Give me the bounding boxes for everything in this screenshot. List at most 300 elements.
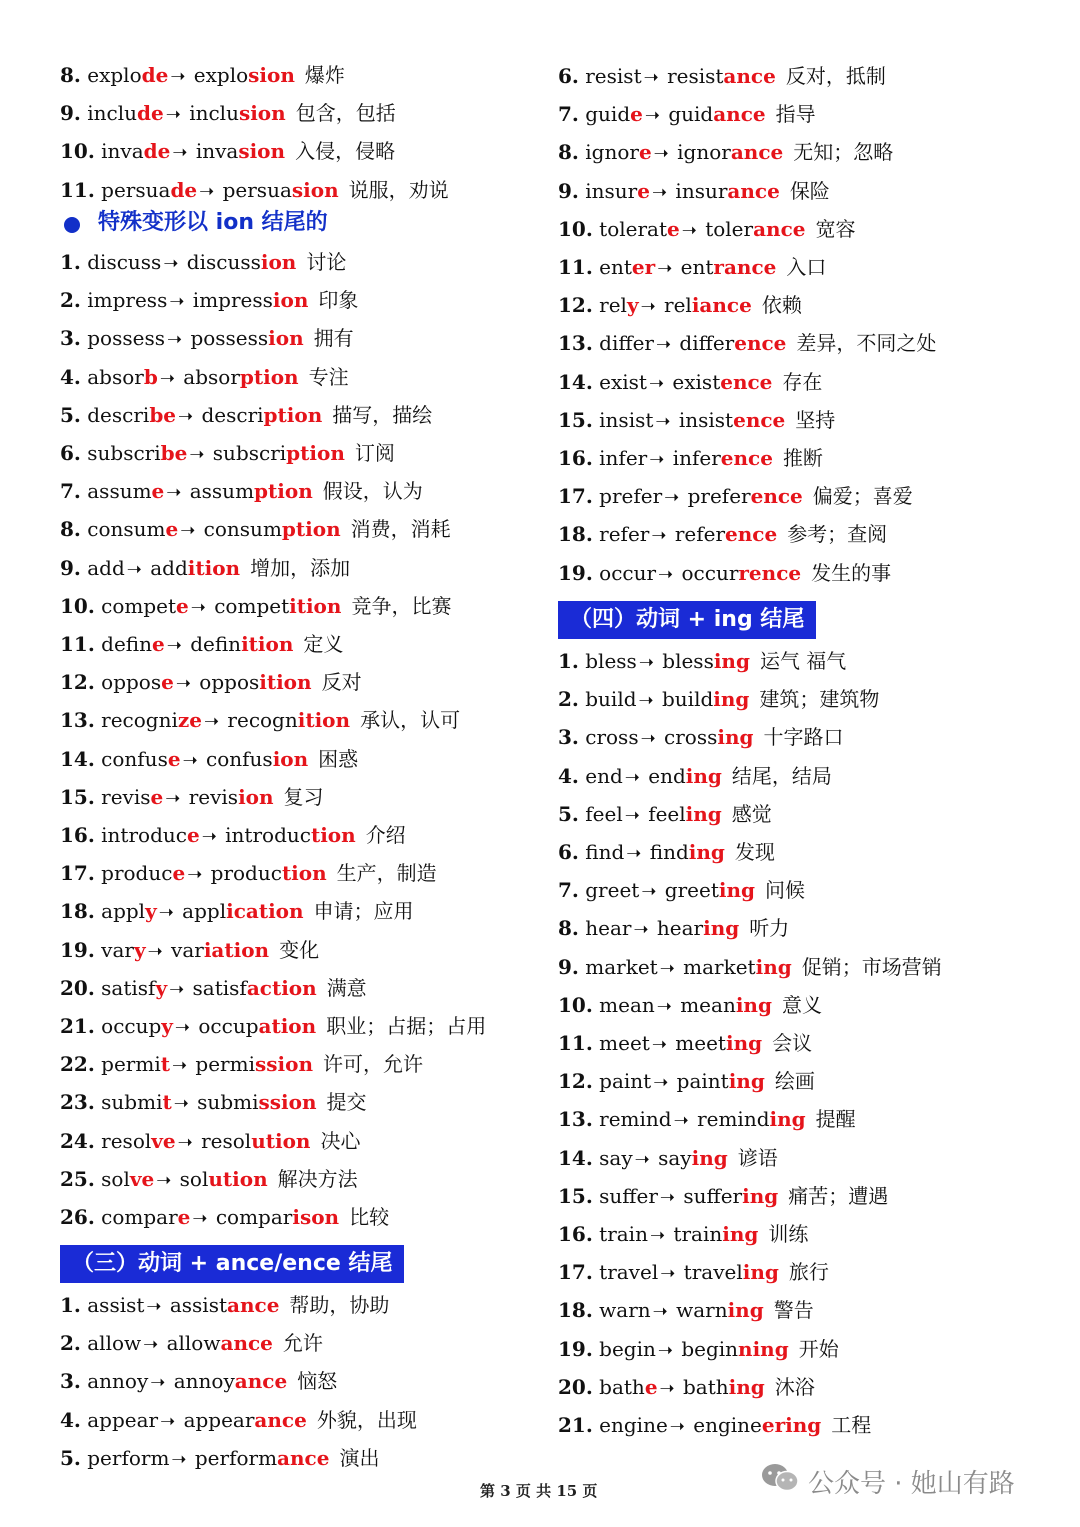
derived-word: toler xyxy=(705,216,754,241)
base-word: permi xyxy=(101,1052,161,1077)
chinese-meaning: 谚语 xyxy=(737,1145,778,1170)
item-number: 20. xyxy=(60,975,95,1000)
arrow-icon: ➝ xyxy=(166,482,182,504)
arrow-icon: ➝ xyxy=(638,690,654,712)
word-row xyxy=(60,56,345,94)
derived-word-suffix: ing xyxy=(688,840,725,864)
word-row xyxy=(558,909,789,947)
word-row xyxy=(60,740,358,778)
base-word: ignor xyxy=(585,140,639,165)
derived-word-suffix: ption xyxy=(286,441,345,465)
base-word-ending: e xyxy=(152,632,165,656)
arrow-icon: ➝ xyxy=(648,372,665,394)
derived-word: inclu xyxy=(189,101,239,126)
base-word: guid xyxy=(585,102,631,127)
derived-word-suffix: ing xyxy=(722,1222,759,1246)
derived-word-suffix: ition xyxy=(259,670,312,695)
item-number: 9. xyxy=(558,178,579,203)
base-word-ending: e xyxy=(667,216,680,241)
item-number: 8. xyxy=(60,517,81,542)
base-word-ending: e xyxy=(630,102,643,127)
chinese-meaning: 感觉 xyxy=(731,801,772,826)
item-number: 18. xyxy=(60,899,95,924)
base-word-ending: e xyxy=(644,1374,658,1399)
arrow-icon: ➝ xyxy=(649,1225,666,1246)
arrow-icon: ➝ xyxy=(158,902,174,924)
derived-word: resol xyxy=(201,1128,252,1153)
word-row xyxy=(558,1253,829,1291)
base-word-ending: e xyxy=(151,479,165,504)
chinese-meaning: 专注 xyxy=(308,364,349,389)
base-word: warn xyxy=(599,1298,651,1323)
word-row xyxy=(60,510,451,548)
derived-word-suffix: tion xyxy=(281,861,327,886)
chinese-meaning: 拥有 xyxy=(313,326,354,351)
derived-word-suffix: ution xyxy=(251,1128,311,1153)
base-word: resol xyxy=(101,1128,152,1153)
chinese-meaning: 困惑 xyxy=(318,746,359,771)
word-row xyxy=(558,795,772,833)
word-row xyxy=(60,816,406,854)
arrow-icon: ➝ xyxy=(634,1148,650,1170)
base-word: exist xyxy=(599,369,647,394)
chinese-meaning: 允许 xyxy=(282,1331,323,1356)
arrow-icon: ➝ xyxy=(169,978,185,1000)
base-word: add xyxy=(87,555,125,580)
item-number: 11. xyxy=(60,177,95,202)
chinese-meaning: 恼怒 xyxy=(297,1369,338,1394)
chinese-meaning: 解决方法 xyxy=(277,1166,358,1191)
section-3-heading: （三）动词 + ance/ence 结尾 xyxy=(60,1245,404,1283)
word-row xyxy=(60,1160,358,1198)
base-word: market xyxy=(585,954,658,979)
item-number: 19. xyxy=(558,1336,593,1361)
chinese-meaning: 反对 xyxy=(321,670,362,695)
word-row xyxy=(558,833,775,871)
arrow-icon: ➝ xyxy=(192,1208,208,1229)
derived-word: allow xyxy=(166,1331,221,1356)
base-word: confus xyxy=(101,746,168,771)
base-word-ending: be xyxy=(160,441,188,465)
item-number: 6. xyxy=(558,840,579,864)
base-word-ending: e xyxy=(150,784,164,809)
derived-word-suffix: ication xyxy=(226,899,304,924)
derived-word: cross xyxy=(664,725,718,750)
derived-word-suffix: ence xyxy=(750,484,803,509)
base-word: hear xyxy=(585,916,632,941)
word-row xyxy=(60,1045,423,1083)
base-word: differ xyxy=(599,331,654,356)
arrow-icon: ➝ xyxy=(172,142,188,164)
derived-word-suffix: ence xyxy=(733,407,786,432)
arrow-icon: ➝ xyxy=(664,487,680,509)
arrow-icon: ➝ xyxy=(643,67,659,88)
word-row xyxy=(558,515,887,553)
word-row xyxy=(558,680,879,718)
item-number: 21. xyxy=(60,1014,95,1038)
chinese-meaning: 会议 xyxy=(772,1031,813,1055)
word-row xyxy=(60,132,395,170)
item-number: 13. xyxy=(60,708,95,733)
derived-word: add xyxy=(150,555,188,580)
derived-word: sol xyxy=(179,1166,209,1191)
item-number: 3. xyxy=(60,1369,81,1394)
derived-word-suffix: ing xyxy=(735,992,772,1017)
derived-word-suffix: ssion xyxy=(258,1090,317,1115)
word-row xyxy=(60,281,358,319)
chinese-meaning: 参考；查阅 xyxy=(787,522,888,547)
chinese-meaning: 职业；占据；占用 xyxy=(326,1014,487,1038)
arrow-icon: ➝ xyxy=(147,940,163,962)
base-word: find xyxy=(585,840,625,864)
base-word: assum xyxy=(87,479,152,504)
chinese-meaning: 许可，允许 xyxy=(322,1052,423,1077)
base-word: sol xyxy=(101,1166,130,1191)
derived-word: satisf xyxy=(192,975,247,1000)
derived-word-suffix: ion xyxy=(272,288,309,313)
derived-word-suffix: ance xyxy=(753,216,806,241)
derived-word-suffix: ption xyxy=(281,517,341,542)
arrow-icon: ➝ xyxy=(156,1169,172,1191)
derived-word: ent xyxy=(680,255,714,279)
arrow-icon: ➝ xyxy=(681,219,697,241)
chinese-meaning: 差异，不同之处 xyxy=(796,331,937,356)
item-number: 22. xyxy=(60,1052,95,1077)
item-number: 13. xyxy=(558,331,593,356)
word-row xyxy=(60,931,319,969)
derived-word: end xyxy=(648,763,686,788)
chinese-meaning: 满意 xyxy=(326,975,367,1000)
base-word: subscri xyxy=(87,441,161,465)
derived-word: feel xyxy=(648,801,686,826)
item-number: 16. xyxy=(60,823,95,847)
derived-word-suffix: ing xyxy=(728,1069,765,1094)
arrow-icon: ➝ xyxy=(641,881,657,903)
derived-word-suffix: ing xyxy=(755,954,792,979)
base-word-ending: e xyxy=(176,593,189,618)
chinese-meaning: 结尾，结局 xyxy=(731,763,832,788)
derived-word: mean xyxy=(680,992,736,1017)
arrow-icon: ➝ xyxy=(159,367,175,389)
chinese-meaning: 提交 xyxy=(326,1090,367,1115)
derived-word-suffix: ing xyxy=(725,1031,763,1055)
bullet-dot-icon xyxy=(64,217,80,233)
base-word-ending: be xyxy=(149,402,177,427)
arrow-icon: ➝ xyxy=(655,410,671,432)
arrow-icon: ➝ xyxy=(653,143,669,165)
arrow-icon: ➝ xyxy=(640,728,656,750)
chinese-meaning: 帮助，协助 xyxy=(289,1293,390,1317)
item-number: 11. xyxy=(60,632,95,656)
derived-word-suffix: ition xyxy=(241,632,294,656)
derived-word: subscri xyxy=(212,441,287,465)
chinese-meaning: 发生的事 xyxy=(811,560,892,585)
derived-word-suffix: ption xyxy=(239,364,299,389)
derived-word-suffix: ance xyxy=(254,1407,307,1432)
derived-word-suffix: ption xyxy=(263,402,323,427)
arrow-icon: ➝ xyxy=(150,1372,166,1394)
arrow-icon: ➝ xyxy=(659,1186,675,1208)
base-word: engine xyxy=(599,1413,668,1437)
arrow-icon: ➝ xyxy=(160,1410,176,1432)
word-row xyxy=(60,319,354,357)
derived-word: meet xyxy=(675,1031,726,1055)
derived-word: annoy xyxy=(173,1369,235,1394)
arrow-icon: ➝ xyxy=(146,1296,162,1317)
base-word: annoy xyxy=(87,1369,149,1394)
chinese-meaning: 假设，认为 xyxy=(322,479,423,504)
derived-word: build xyxy=(661,687,714,712)
word-row xyxy=(558,401,835,439)
arrow-icon: ➝ xyxy=(657,258,673,279)
arrow-icon: ➝ xyxy=(169,291,185,313)
derived-word-suffix: rance xyxy=(713,255,777,279)
arrow-icon: ➝ xyxy=(659,957,675,979)
arrow-icon: ➝ xyxy=(638,652,654,673)
base-word: perform xyxy=(87,1445,170,1470)
item-number: 12. xyxy=(558,1069,593,1094)
derived-word: discuss xyxy=(186,250,261,274)
chinese-meaning: 无知；忽略 xyxy=(793,140,894,165)
chinese-meaning: 爆炸 xyxy=(304,63,345,87)
chinese-meaning: 痛苦；遭遇 xyxy=(788,1183,889,1208)
item-number: 24. xyxy=(60,1128,95,1153)
word-row xyxy=(558,871,805,909)
item-number: 6. xyxy=(558,64,579,88)
chinese-meaning: 十字路口 xyxy=(763,725,844,750)
item-number: 8. xyxy=(558,916,579,941)
arrow-icon: ➝ xyxy=(651,525,667,547)
arrow-icon: ➝ xyxy=(173,1093,189,1115)
word-row xyxy=(558,718,844,756)
word-row xyxy=(60,1083,366,1121)
chinese-meaning: 介绍 xyxy=(365,823,406,847)
item-number: 4. xyxy=(558,763,579,788)
base-word-ending: ve xyxy=(129,1166,155,1191)
chinese-meaning: 听力 xyxy=(749,916,790,941)
derived-word-suffix: action xyxy=(246,975,317,1000)
derived-word: infer xyxy=(672,446,721,470)
item-number: 15. xyxy=(558,407,593,432)
word-row xyxy=(60,1007,486,1045)
chinese-meaning: 复习 xyxy=(283,784,324,809)
derived-word: possess xyxy=(190,326,269,351)
arrow-icon: ➝ xyxy=(658,563,674,585)
item-number: 15. xyxy=(60,784,95,809)
arrow-icon: ➝ xyxy=(170,66,186,87)
item-number: 15. xyxy=(558,1183,593,1208)
derived-word: bath xyxy=(683,1374,729,1399)
derived-word-suffix: ence xyxy=(720,446,773,470)
arrow-icon: ➝ xyxy=(178,405,194,427)
item-number: 5. xyxy=(60,1445,81,1470)
derived-word: suffer xyxy=(683,1183,743,1208)
arrow-icon: ➝ xyxy=(199,180,215,202)
base-word-ending: de xyxy=(170,177,198,202)
item-number: 5. xyxy=(558,801,579,826)
chinese-meaning: 入口 xyxy=(786,255,827,279)
word-row xyxy=(558,363,822,401)
derived-word: defin xyxy=(190,632,242,656)
arrow-icon: ➝ xyxy=(633,919,649,941)
arrow-icon: ➝ xyxy=(126,558,142,580)
base-word: refer xyxy=(599,522,650,547)
item-number: 7. xyxy=(558,102,579,127)
derived-word: oppos xyxy=(199,670,260,695)
arrow-icon: ➝ xyxy=(166,635,182,656)
arrow-icon: ➝ xyxy=(657,1339,673,1361)
arrow-icon: ➝ xyxy=(143,1334,159,1356)
word-row xyxy=(60,1439,379,1477)
derived-word-suffix: ance xyxy=(227,1293,280,1317)
derived-word-suffix: ion xyxy=(238,784,274,809)
arrow-icon: ➝ xyxy=(653,1072,669,1094)
base-word-ending: b xyxy=(143,364,158,389)
derived-word: compar xyxy=(215,1205,293,1229)
base-word: compar xyxy=(101,1205,178,1229)
chinese-meaning: 外貌，出现 xyxy=(316,1407,417,1432)
base-word: infer xyxy=(599,446,648,470)
derived-word-suffix: ance xyxy=(234,1369,288,1394)
derived-word-suffix: ion xyxy=(260,250,297,274)
derived-word: perform xyxy=(194,1445,278,1470)
bullet-heading: 特殊变形以 ion 结尾的 xyxy=(60,205,328,241)
derived-word-suffix: iance xyxy=(691,293,752,318)
item-number: 5. xyxy=(60,402,81,427)
derived-word: refer xyxy=(674,522,726,547)
item-number: 9. xyxy=(60,101,81,126)
base-word: meet xyxy=(599,1031,650,1055)
chinese-meaning: 说服，劝说 xyxy=(348,177,449,202)
derived-word-suffix: ation xyxy=(258,1014,317,1038)
base-word: occur xyxy=(599,560,657,585)
word-row xyxy=(60,663,362,701)
derived-word: prefer xyxy=(687,484,751,509)
base-word-ending: y xyxy=(145,899,157,924)
derived-word-suffix: ing xyxy=(717,725,754,750)
derived-word: hear xyxy=(656,916,704,941)
item-number: 20. xyxy=(558,1374,593,1399)
chinese-meaning: 订阅 xyxy=(354,441,395,465)
base-word-ending: e xyxy=(172,861,186,886)
word-row xyxy=(60,587,451,625)
item-number: 7. xyxy=(558,878,579,903)
derived-word-suffix: sion xyxy=(238,101,286,126)
derived-word: rel xyxy=(664,293,692,318)
word-row xyxy=(60,1401,417,1439)
item-number: 10. xyxy=(558,216,593,241)
base-word: build xyxy=(585,687,637,712)
base-word-ending: e xyxy=(638,140,652,165)
item-number: 9. xyxy=(558,954,579,979)
derived-word: occur xyxy=(681,560,739,585)
chinese-meaning: 沐浴 xyxy=(774,1374,815,1399)
chinese-meaning: 生产，制造 xyxy=(336,861,437,886)
derived-word: impress xyxy=(192,288,273,313)
derived-word-suffix: ption xyxy=(254,479,313,504)
arrow-icon: ➝ xyxy=(163,253,179,274)
base-word-ending: y xyxy=(133,937,146,962)
item-number: 1. xyxy=(558,649,579,673)
word-row xyxy=(558,948,942,986)
base-word-ending: y xyxy=(626,293,639,318)
item-number: 8. xyxy=(60,63,81,87)
arrow-icon: ➝ xyxy=(165,787,181,809)
word-row xyxy=(60,243,346,281)
word-row xyxy=(60,969,367,1007)
chinese-meaning: 描写，描绘 xyxy=(332,402,433,427)
derived-word-suffix: ing xyxy=(703,916,740,941)
chinese-meaning: 竞争，比赛 xyxy=(351,593,452,618)
derived-word-suffix: ing xyxy=(718,878,755,903)
word-row xyxy=(558,286,802,324)
arrow-icon: ➝ xyxy=(624,766,640,788)
base-word: feel xyxy=(585,801,623,826)
item-number: 19. xyxy=(60,937,95,962)
word-row xyxy=(558,1062,815,1100)
item-number: 17. xyxy=(558,1260,593,1285)
chinese-meaning: 变化 xyxy=(279,937,320,962)
arrow-icon: ➝ xyxy=(651,1034,667,1055)
arrow-icon: ➝ xyxy=(651,181,668,203)
word-row xyxy=(60,1362,337,1400)
base-word: insur xyxy=(585,178,638,203)
word-row xyxy=(558,986,822,1024)
word-row xyxy=(60,854,437,892)
item-number: 10. xyxy=(60,593,95,618)
derived-word: submi xyxy=(197,1090,259,1115)
base-word: assist xyxy=(87,1293,145,1317)
arrow-icon: ➝ xyxy=(180,520,196,542)
arrow-icon: ➝ xyxy=(649,449,665,470)
word-row xyxy=(60,701,460,739)
base-word: consum xyxy=(87,517,166,542)
chinese-meaning: 偏爱；喜爱 xyxy=(812,484,913,509)
derived-word: consum xyxy=(203,517,282,542)
derived-word: insist xyxy=(678,407,734,432)
chinese-meaning: 保险 xyxy=(789,178,830,203)
word-row xyxy=(558,477,913,515)
item-number: 11. xyxy=(558,1031,593,1055)
arrow-icon: ➝ xyxy=(171,1448,187,1470)
base-word-ending: de xyxy=(143,139,171,164)
derived-word: ignor xyxy=(677,140,731,165)
derived-word: appl xyxy=(182,899,227,924)
chinese-meaning: 宽容 xyxy=(815,216,856,241)
derived-word: travel xyxy=(683,1260,743,1285)
word-row xyxy=(558,172,830,210)
derived-word: resist xyxy=(667,64,724,88)
base-word-ending: e xyxy=(186,823,200,847)
word-row xyxy=(60,549,350,587)
derived-word-suffix: ing xyxy=(742,1260,779,1285)
base-word: oppos xyxy=(101,670,162,695)
derived-word: persua xyxy=(222,177,292,202)
base-word-ending: e xyxy=(637,178,650,203)
derived-word-suffix: ition xyxy=(187,555,241,580)
base-word: tolerat xyxy=(599,216,667,241)
chinese-meaning: 发现 xyxy=(734,840,775,864)
item-number: 10. xyxy=(558,992,593,1017)
arrow-icon: ➝ xyxy=(652,1301,668,1323)
item-number: 17. xyxy=(558,484,593,509)
item-number: 25. xyxy=(60,1166,95,1191)
item-number: 26. xyxy=(60,1205,95,1229)
item-number: 1. xyxy=(60,1293,81,1317)
derived-word-suffix: ing xyxy=(742,1183,779,1208)
base-word: explo xyxy=(87,63,142,87)
derived-word-suffix: ition xyxy=(289,593,342,618)
